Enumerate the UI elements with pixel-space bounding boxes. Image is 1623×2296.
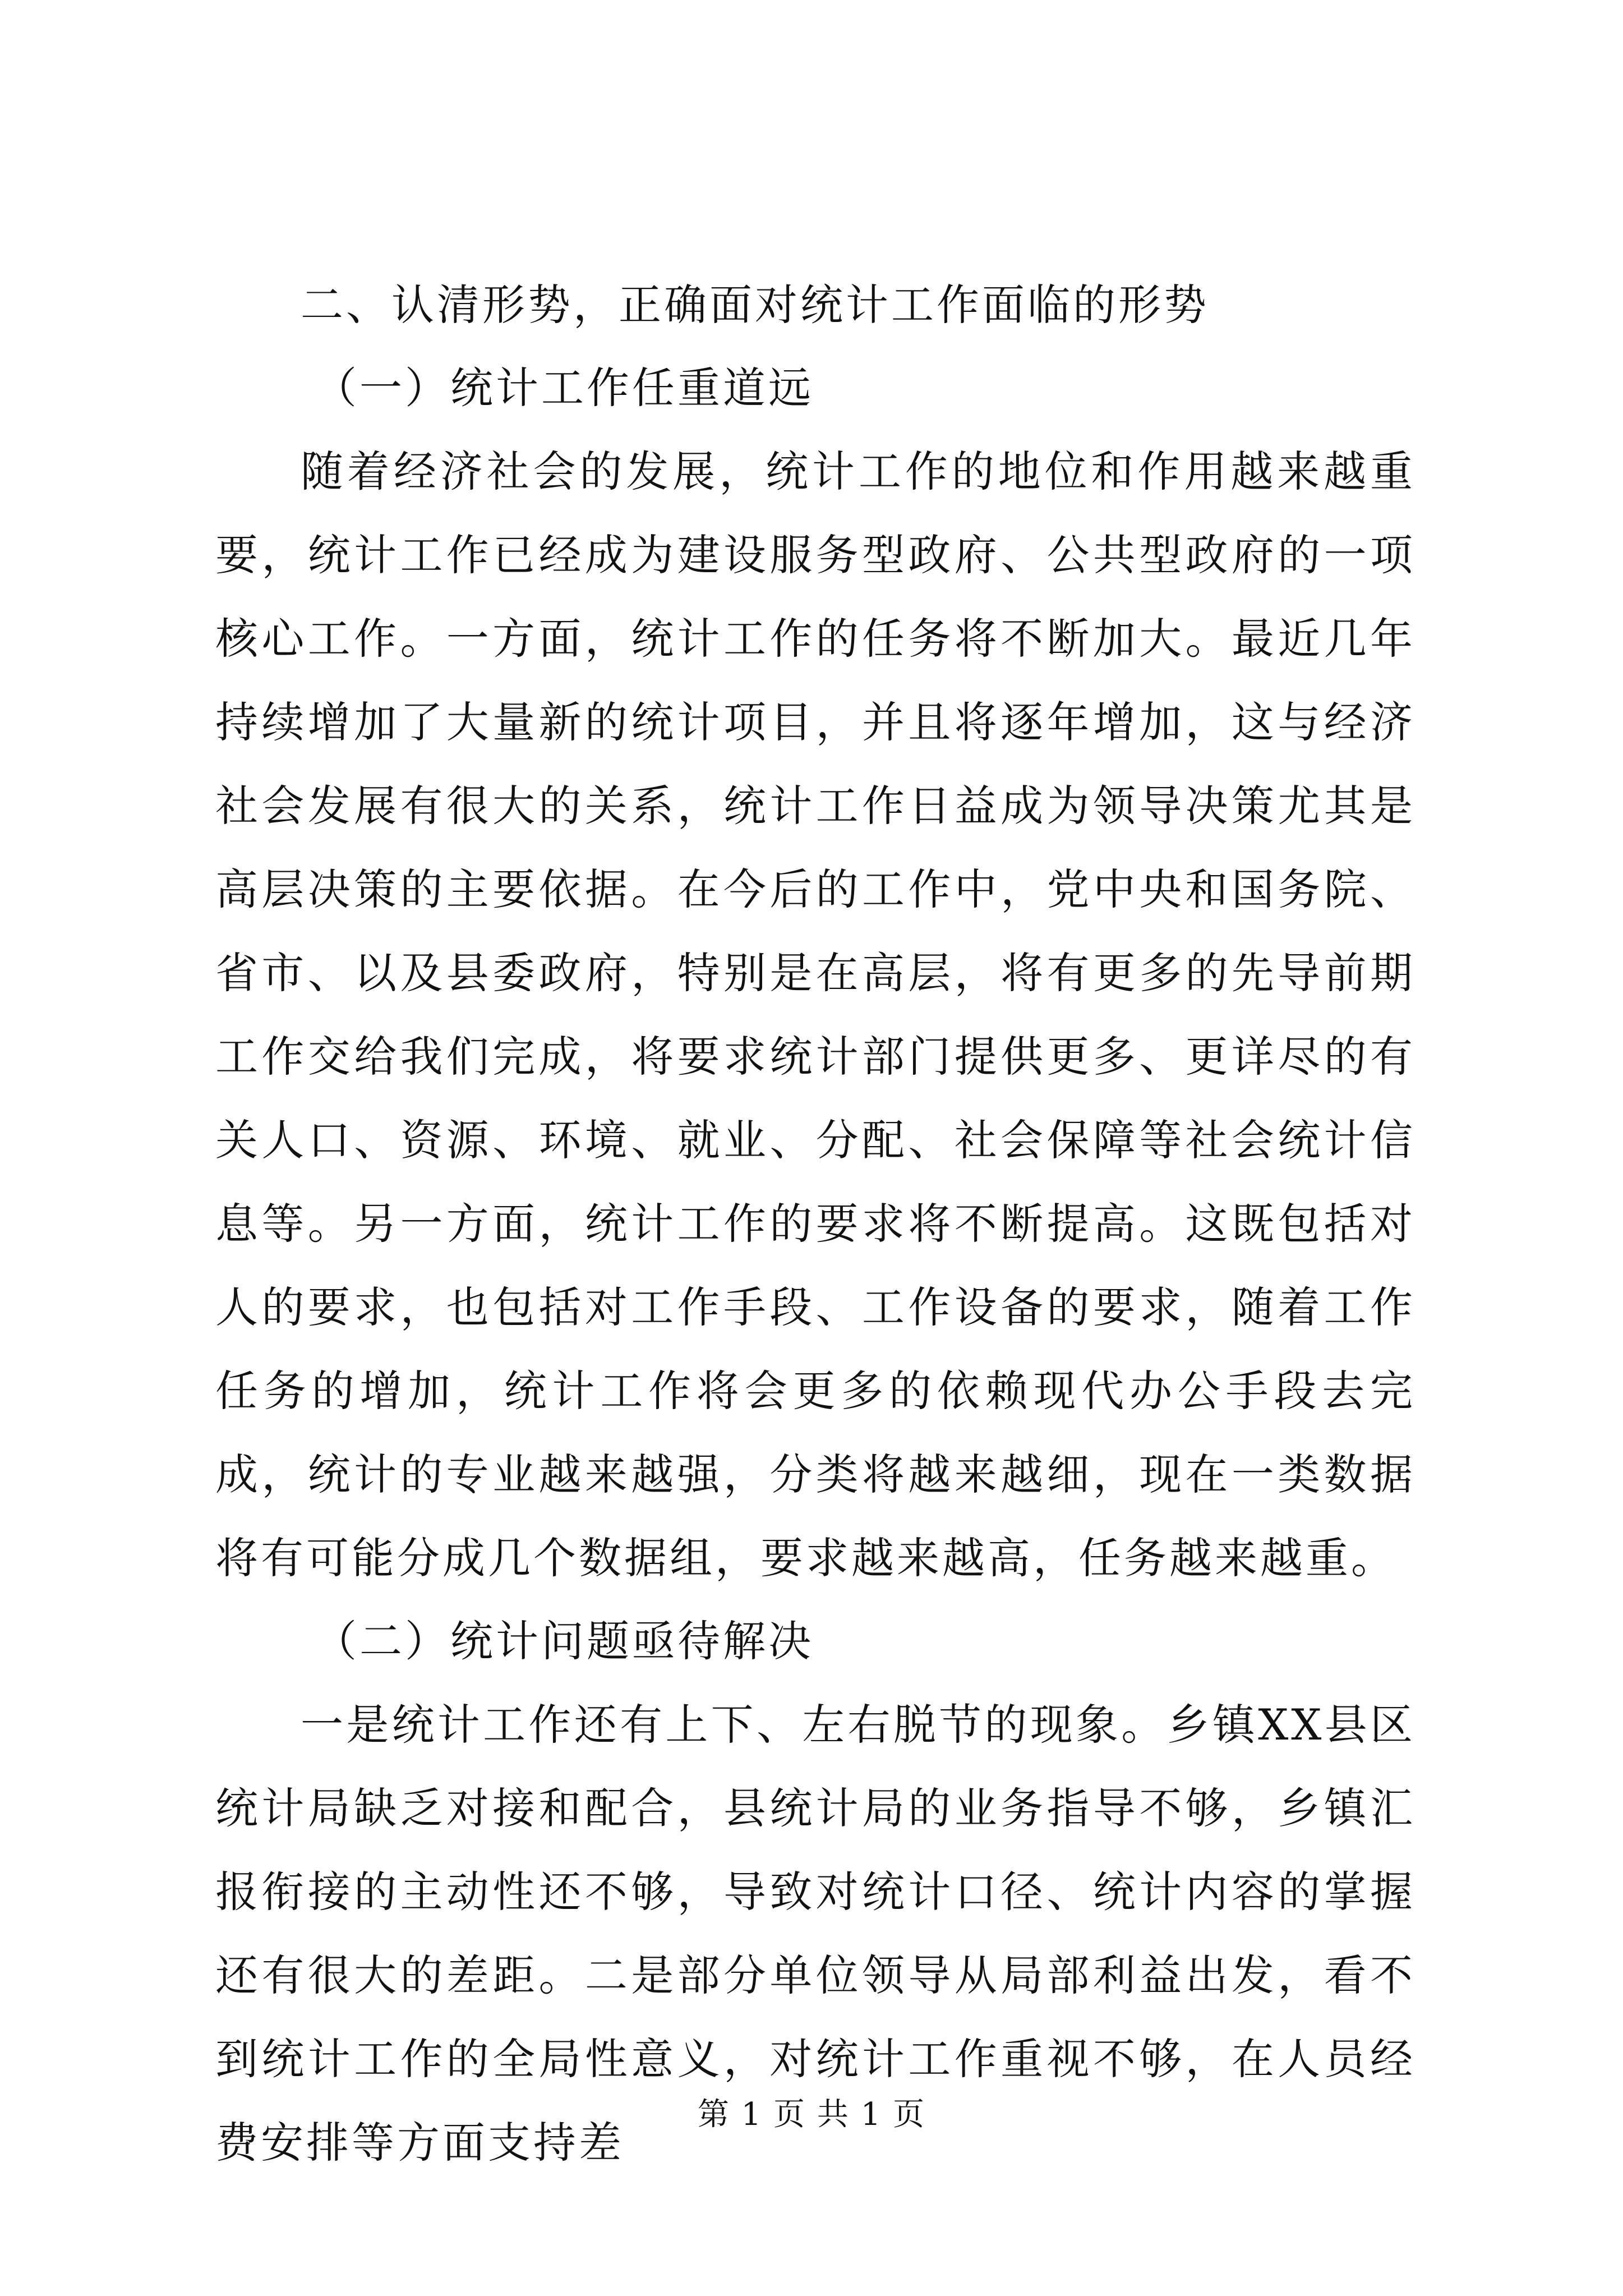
paragraph-1: 随着经济社会的发展，统计工作的地位和作用越来越重要，统计工作已经成为建设服务型政府、公共型政府的一项核心工作。一方面，统计工作的任务将不断加大。最近几年持续增加了大量新的统计项目，并且将逐年增加，这与经济社会发展有很大的关系，统计工作日益成为领导决策尤其是高层决策的主要依据。在今后的工作中，党中央和国务院、省市、以及县委政府，特别是在高层，将有更多的先导前期工作交给我们完成，将要求统计部门提供更多、更详尽的有关人口、资源、环境、就业、分配、社会保障等社会统计信息等。另一方面，统计工作的要求将不断提高。这既包括对人的要求，也包括对工作手段、工作设备的要求，随着工作任务的增加，统计工作将会更多的依赖现代办公手段去完成，统计的专业越来越强，分类将越来越细，现在一类数据将有可能分成几个数据组，要求越来越高，任务越来越重。 bbox=[215, 447, 1415, 1583]
paragraph-2: 一是统计工作还有上下、左右脱节的现象。乡镇XX县区统计局缺乏对接和配合，县统计局的业务指导不够，乡镇汇报衔接的主动性还不够，导致对统计口径、统计内容的掌握还有很大的差距。二是部分单位领导从局部利益出发，看不到统计工作的全局性意义，对统计工作重视不够，在人员经费安排等方面支持差 bbox=[215, 1700, 1415, 2168]
subsection-heading-2: （二）统计问题亟待解决 bbox=[314, 1616, 814, 1666]
page-number-footer: 第 1 页 共 1 页 bbox=[697, 2096, 926, 2133]
subsection-heading-1: （一）统计工作任重道远 bbox=[314, 363, 814, 413]
section-heading: 二、认清形势，正确面对统计工作面临的形势 bbox=[301, 280, 1209, 330]
document-body bbox=[215, 264, 1415, 2184]
